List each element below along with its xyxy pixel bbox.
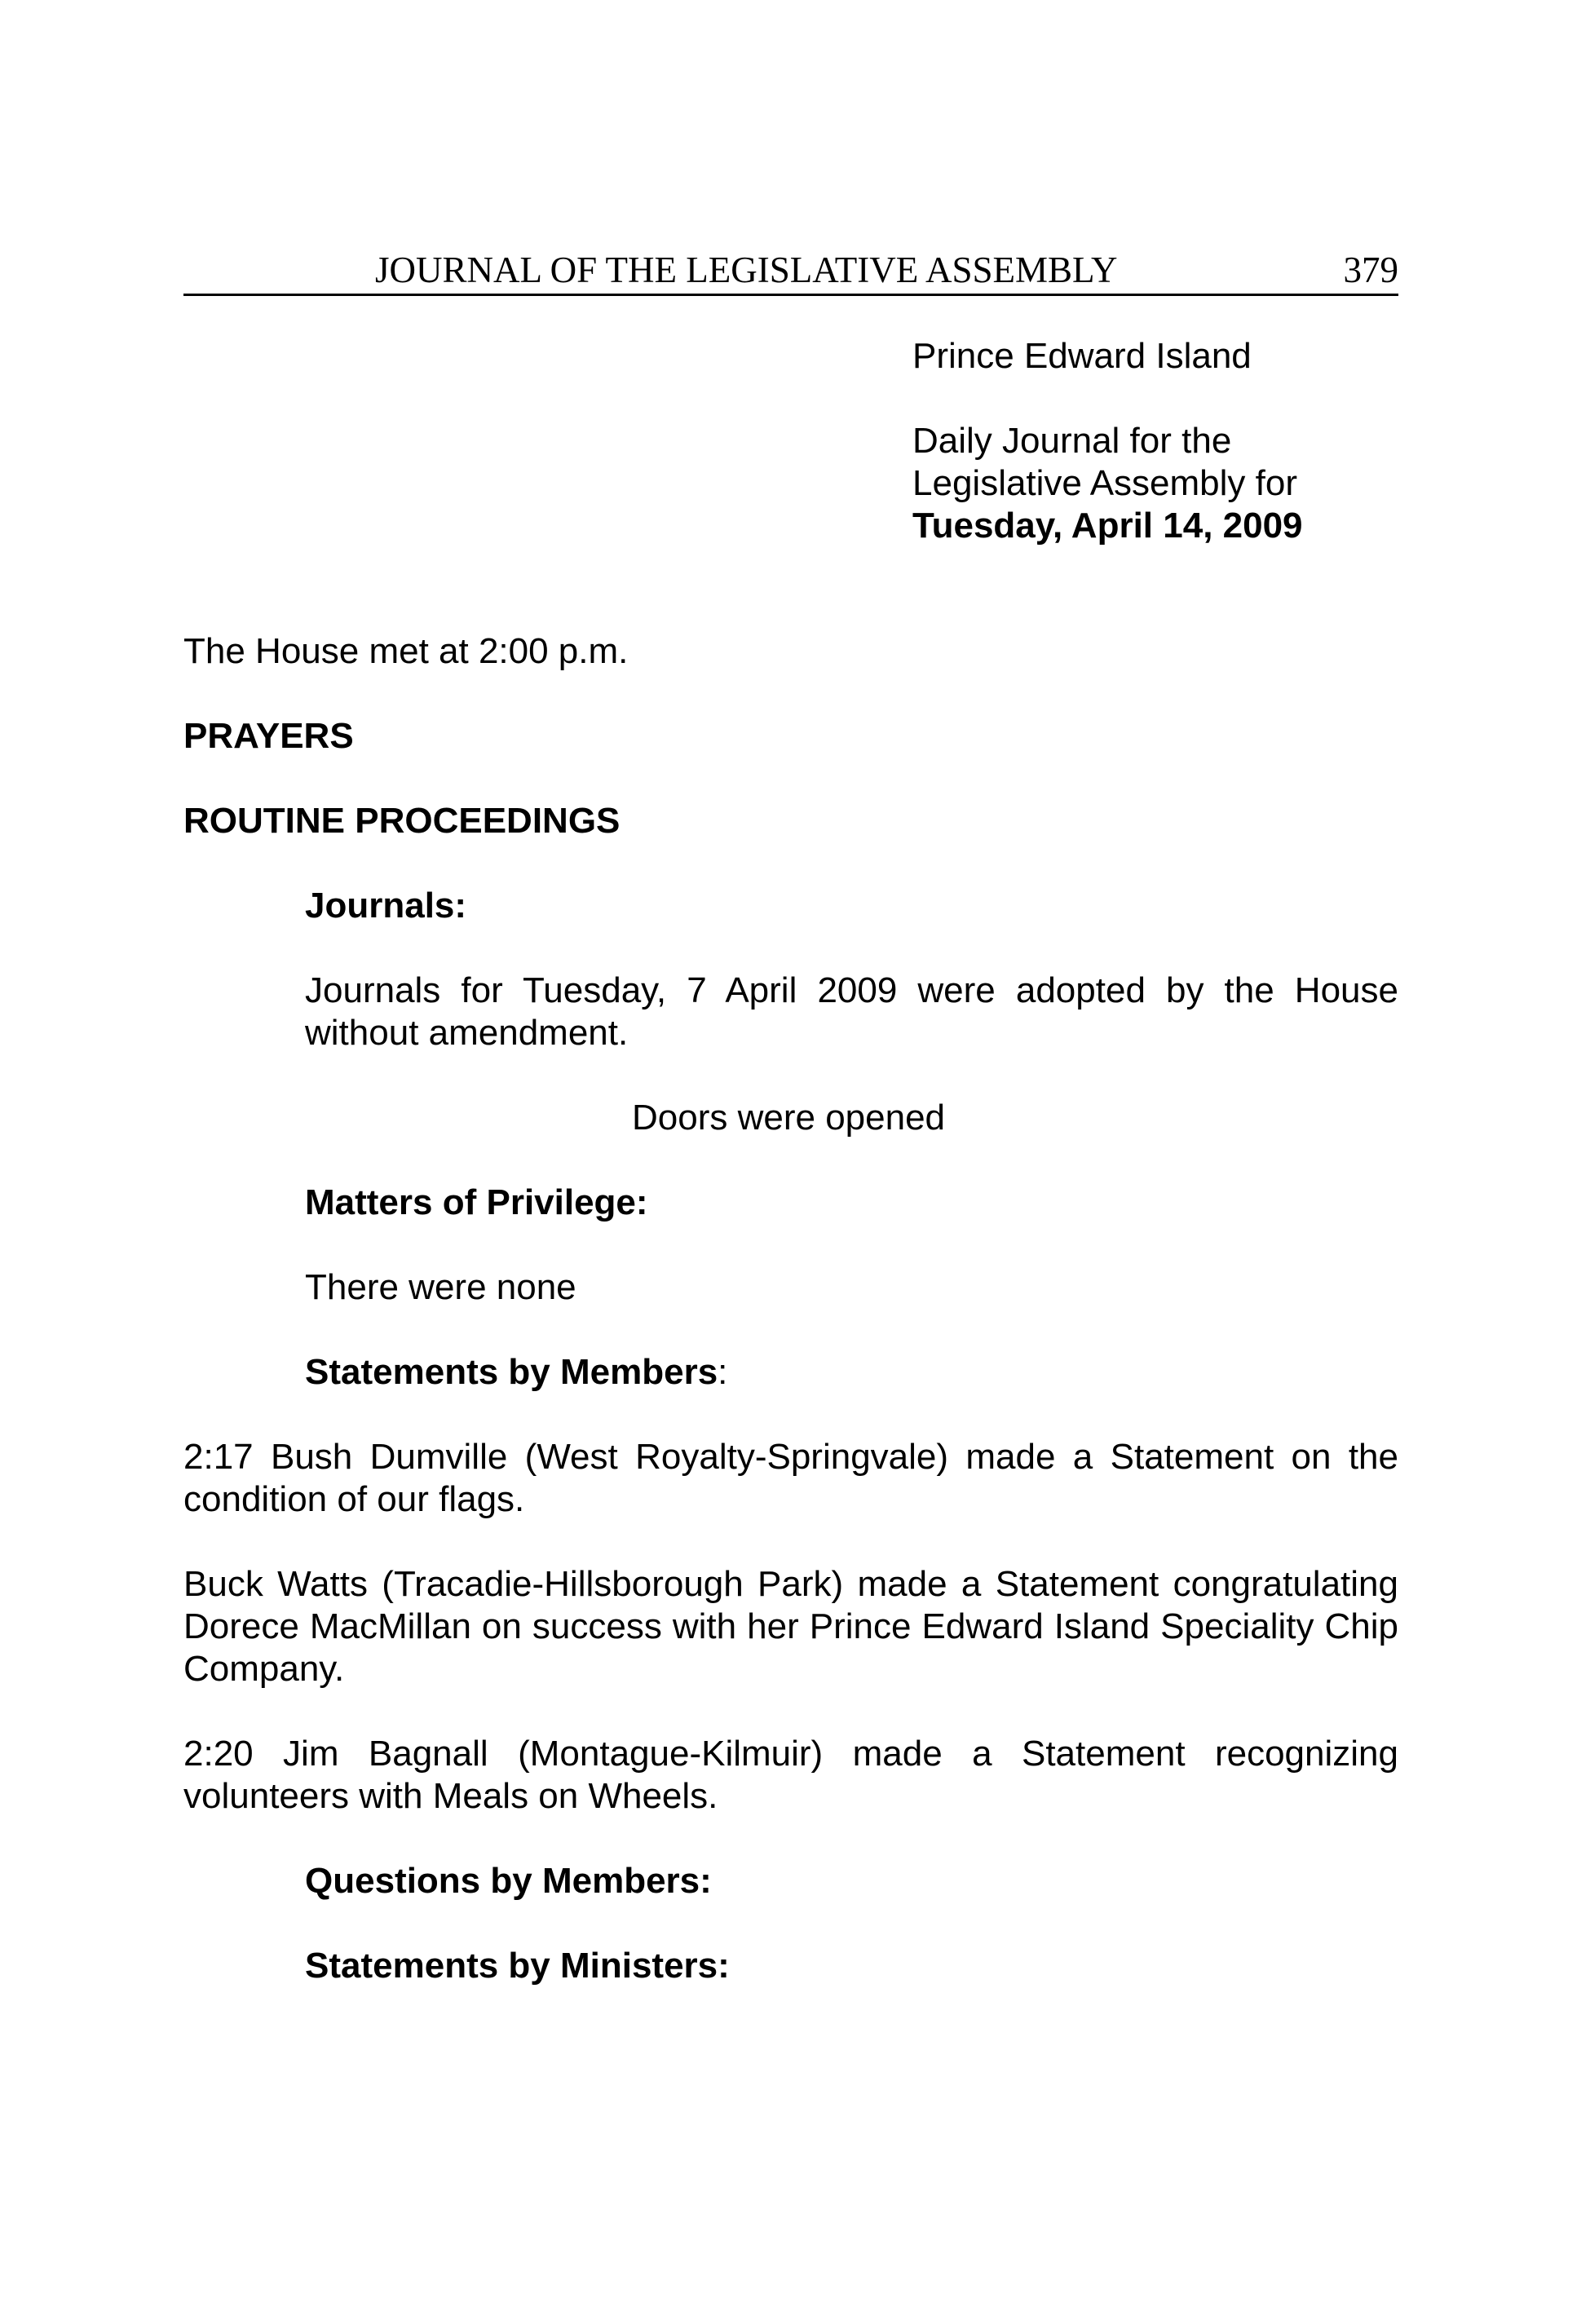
running-head-title: JOURNAL OF THE LEGISLATIVE ASSEMBLY — [375, 250, 1118, 290]
page-number: 379 — [1343, 250, 1398, 290]
statements-members-heading-colon: : — [718, 1352, 728, 1392]
journal-title-line-1: Daily Journal for the — [912, 421, 1232, 461]
member-statement-1: 2:17 Bush Dumville (West Royalty-Springvale) made a Statement on the condition of our flags. — [183, 1437, 1398, 1519]
member-statement-3: 2:20 Jim Bagnall (Montague-Kilmuir) made a Statement recognizing volunteers with Meals on Wheels. — [183, 1734, 1398, 1816]
questions-heading: Questions by Members: — [305, 1861, 712, 1901]
journal-date: Tuesday, April 14, 2009 — [912, 506, 1303, 546]
privilege-text: There were none — [305, 1267, 576, 1307]
journals-text: Journals for Tuesday, 7 April 2009 were adopted by the House without amendment. — [305, 970, 1398, 1053]
statements-ministers-heading: Statements by Ministers: — [305, 1946, 730, 1986]
opening-line: The House met at 2:00 p.m. — [183, 631, 629, 671]
running-head — [183, 246, 1398, 296]
privilege-heading: Matters of Privilege: — [305, 1182, 648, 1222]
member-statement-2: Buck Watts (Tracadie-Hillsborough Park) made a Statement congratulating Dorece MacMillan on success with her Prince Edward Island Speciality Chip Company. — [183, 1564, 1398, 1689]
journal-header — [912, 335, 1402, 547]
statements-members-heading-text: Statements by Members — [305, 1352, 718, 1392]
province-name: Prince Edward Island — [912, 336, 1252, 376]
routine-proceedings-heading: ROUTINE PROCEEDINGS — [183, 801, 621, 841]
prayers-heading: PRAYERS — [183, 716, 354, 756]
journal-title-line-2: Legislative Assembly for — [912, 463, 1297, 503]
doors-opened-note: Doors were opened — [632, 1098, 946, 1138]
journals-heading: Journals: — [305, 886, 467, 926]
statements-members-heading — [305, 1351, 1398, 1394]
